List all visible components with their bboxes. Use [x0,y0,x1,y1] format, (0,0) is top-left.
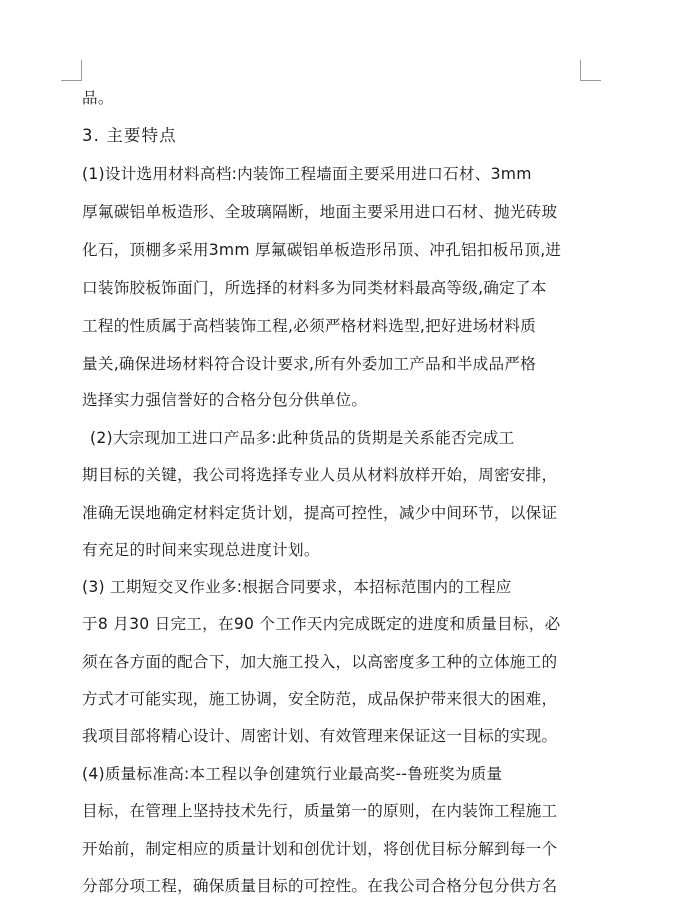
paragraph-line: 有充足的时间来实现总进度计划。 [82,541,320,559]
paragraph-line: 工程的性质属于高档装饰工程,必须严格材料选型,把好进场材料质 [82,317,537,335]
paragraph-line: (2)大宗现加工进口产品多:此种货品的货期是关系能否完成工 [90,429,515,447]
paragraph-line: 目标，在管理上坚持技术先行，质量第一的原则，在内装饰工程施工 [82,802,558,820]
paragraph-line: 分部分项工程，确保质量目标的可控性。在我公司合格分包分供方名 [82,877,558,895]
paragraph-line: 化石，顶棚多采用3mm 厚氟碳铝单板造形吊顶、冲孔铝扣板吊顶,进 [82,241,562,259]
paragraph-line: 口装饰胶板饰面门，所选择的材料多为同类材料最高等级,确定了本 [82,279,547,297]
paragraph-line: 品。 [82,89,114,107]
paragraph-line: 须在各方面的配合下，加大施工投入，以高密度多工种的立体施工的 [82,653,558,671]
section-heading: 3. 主要特点 [82,126,177,145]
paragraph-line: 方式才可能实现，施工协调，安全防范，成品保护带来很大的困难， [82,690,558,708]
paragraph-line: (1)设计选用材料高档:内装饰工程墙面主要采用进口石材、3mm [82,165,532,183]
paragraph-line: 量关,确保进场材料符合设计要求,所有外委加工产品和半成品严格 [82,355,537,373]
paragraph-line: (4)质量标准高:本工程以争创建筑行业最高奖--鲁班奖为质量 [82,765,503,783]
paragraph-line: 我项目部将精心设计、周密计划、有效管理来保证这一目标的实现。 [82,727,558,745]
paragraph-line: 选择实力强信誉好的合格分包分供单位。 [82,391,368,409]
paragraph-line: 于8 月30 日完工，在90 个工作天内完成既定的进度和质量目标，必 [82,615,561,633]
page-corner-mark-left [61,60,82,81]
paragraph-line: 厚氟碳铝单板造形、全玻璃隔断，地面主要采用进口石材、抛光砖玻 [82,203,558,221]
paragraph-line: 期目标的关键，我公司将选择专业人员从材料放样开始，周密安排， [82,466,558,484]
paragraph-line: 开始前，制定相应的质量计划和创优计划，将创优目标分解到每一个 [82,840,558,858]
paragraph-line: 准确无误地确定材料定货计划，提高可控性，减少中间环节，以保证 [82,504,558,522]
paragraph-line: (3) 工期短交叉作业多:根据合同要求，本招标范围内的工程应 [82,578,512,596]
page-corner-mark-right [580,60,601,81]
